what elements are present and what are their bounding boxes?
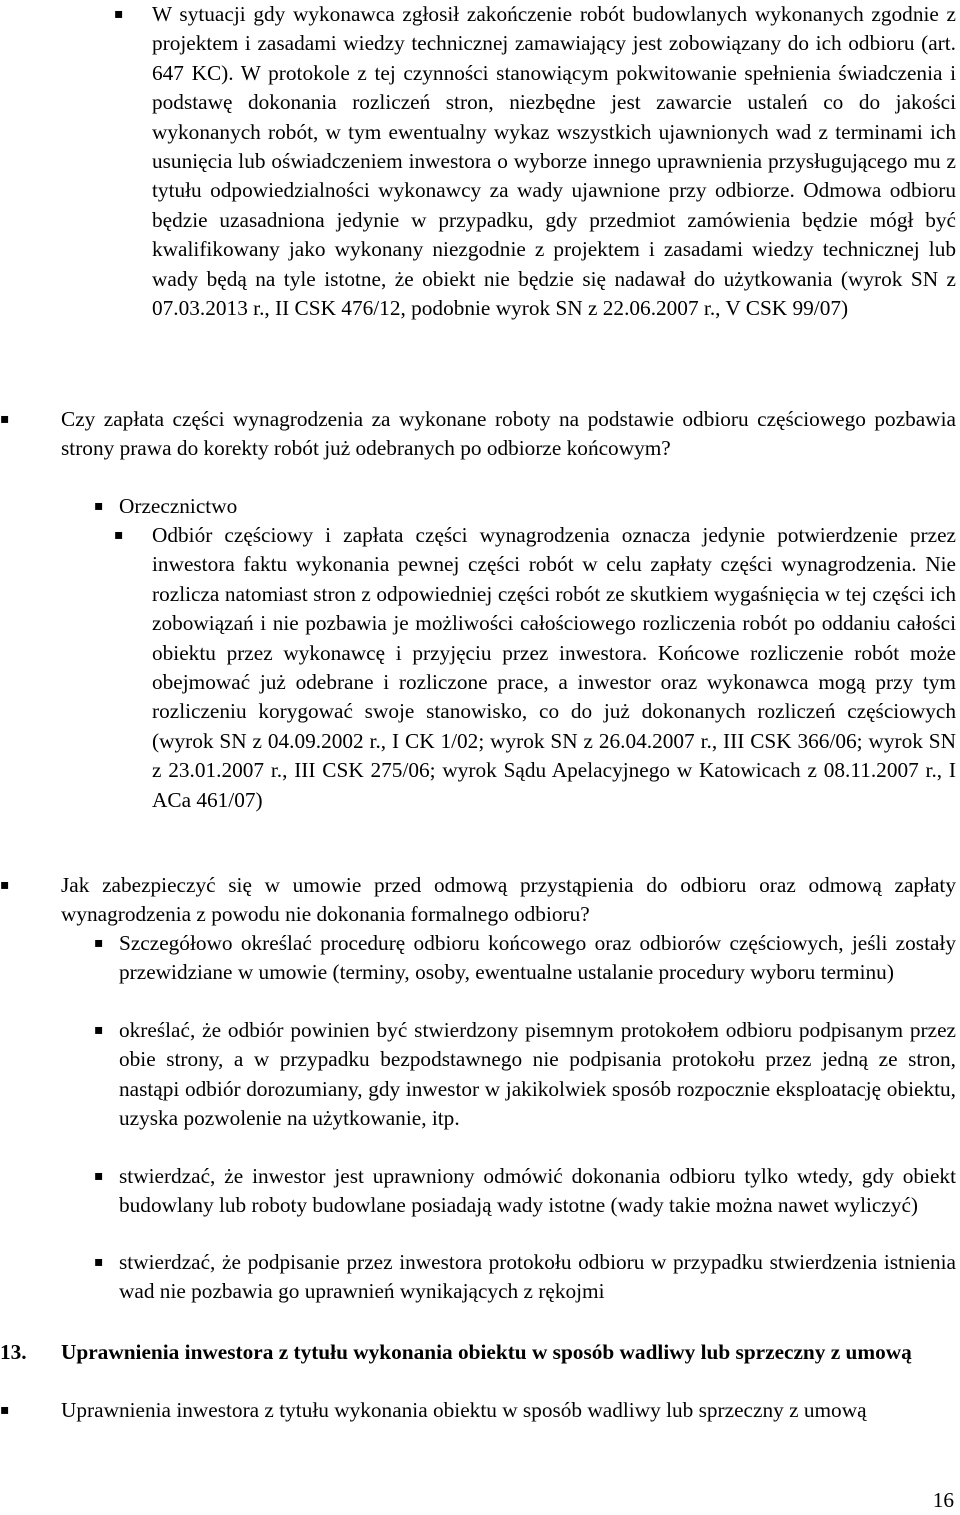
list-item <box>0 1016 956 1134</box>
square-bullet-icon <box>94 1252 108 1272</box>
list-item <box>0 1396 956 1425</box>
section-number: 13. <box>0 1340 27 1364</box>
paragraph-text: stwierdzać, że podpisanie przez inwestora protokołu odbioru w przypadku stwierdzenia istnienia wad nie pozbawia go uprawnień wynikających z rękojmi <box>119 1250 956 1304</box>
square-bullet-icon <box>114 525 128 545</box>
question-text: Jak zabezpieczyć się w umowie przed odmową przystąpienia do odbioru oraz odmową zapłaty wynagrodzenia z powodu nie dokonania formalnego odbioru? <box>61 873 956 927</box>
square-bullet-icon <box>0 1400 14 1420</box>
square-bullet-icon <box>94 933 108 953</box>
list-item <box>0 1248 956 1307</box>
section-title: Uprawnienia inwestora z tytułu wykonania obiektu w sposób wadliwy lub sprzeczny z umową <box>61 1340 912 1364</box>
section-heading <box>0 1338 956 1367</box>
list-item <box>0 929 956 988</box>
list-item <box>0 871 956 930</box>
paragraph-text: określać, że odbiór powinien być stwierdzony pisemnym protokołem odbioru podpisanym przez obie strony, a w przypadku bezpodstawnego nie podpisania protokołu przez jedną ze stron, nastąpi odbiór dorozumiany, gdy inwestor w jakikolwiek sposób rozpocznie eksploatację obiektu, uzyska pozwolenie na użytkowanie, itp. <box>119 1018 956 1131</box>
paragraph-text: W sytuacji gdy wykonawca zgłosił zakończenie robót budowlanych wykonanych zgodnie z projektem i zasadami wiedzy technicznej zamawiający jest zobowiązany do ich odbioru (art. 647 KC). W protokole z tej czynności stanowiącym pokwitowanie spełnienia świadczenia i podstawę dokonania rozliczeń stron, niezbędne jest zawarcie ustaleń co do jakości wykonanych robót, w tym ewentualny wykaz wszystkich ujawnionych wad z terminami ich usunięcia lub oświadczeniem inwestora o wyborze innego uprawnienia przysługującego mu z tytułu odpowiedzialności wykonawcy za wady ujawnione przy odbiorze. Odmowa odbioru będzie uzasadniona jedynie w przypadku, gdy przedmiot zamówienia będzie mógł być kwalifikowany jako wykonany niezgodnie z projektem i zasadami wiedzy technicznej lub wady będą na tyle istotne, że obiekt nie będzie się nadawał do użytkowania (wyrok SN z 07.03.2013 r., II CSK 476/12, podobnie wyrok SN z 22.06.2007 r., V CSK 99/07) <box>152 2 956 321</box>
subheading-text: Orzecznictwo <box>119 494 238 518</box>
square-bullet-icon <box>114 4 128 24</box>
page-number: 16 <box>932 1488 954 1512</box>
square-bullet-icon <box>94 496 108 516</box>
list-item <box>0 521 956 815</box>
square-bullet-icon <box>0 875 14 895</box>
paragraph-text: Uprawnienia inwestora z tytułu wykonania obiektu w sposób wadliwy lub sprzeczny z umową <box>61 1398 867 1422</box>
paragraph-text: stwierdzać, że inwestor jest uprawniony odmówić dokonania odbioru tylko wtedy, gdy obiekt budowlany lub roboty budowlane posiadają wady istotne (wady takie można nawet wyliczyć) <box>119 1164 956 1218</box>
paragraph-text: Odbiór częściowy i zapłata części wynagrodzenia oznacza jedynie potwierdzenie przez inwestora faktu wykonania pewnej części robót w celu zapłaty części wynagrodzenia. Nie rozlicza natomiast stron z odpowiedniej części robót ze skutkiem wygaśnięcia w tej części ich zobowiązań i nie pozbawia je możliwości całościowego rozliczenia robót po oddaniu całości obiektu przez wykonawcę i przyjęciu przez inwestora. Końcowe rozliczenie robót może obejmować już odebrane i rozliczone prace, a inwestor oraz wykonawca mogą przy tym rozliczeniu korygować swoje stanowisko, co do już dokonanych rozliczeń częściowych (wyrok SN z 04.09.2002 r., I CK 1/02; wyrok SN z 26.04.2007 r., III CSK 366/06; wyrok SN z 23.01.2007 r., III CSK 275/06; wyrok Sądu Apelacyjnego w Katowicach z 08.11.2007 r., I ACa 461/07) <box>152 523 956 812</box>
square-bullet-icon <box>94 1166 108 1186</box>
question-text: Czy zapłata części wynagrodzenia za wykonane roboty na podstawie odbioru częściowego pozbawia strony prawa do korekty robót już odebranych po odbiorze końcowym? <box>61 407 956 461</box>
list-item <box>0 492 956 521</box>
list-item <box>0 1162 956 1221</box>
list-item <box>0 405 956 464</box>
square-bullet-icon <box>94 1020 108 1040</box>
paragraph-text: Szczegółowo określać procedurę odbioru końcowego oraz odbiorów częściowych, jeśli zostały przewidziane w umowie (terminy, osoby, ewentualne ustalanie procedury wyboru terminu) <box>119 931 956 985</box>
list-item <box>0 0 956 323</box>
square-bullet-icon <box>0 409 14 429</box>
